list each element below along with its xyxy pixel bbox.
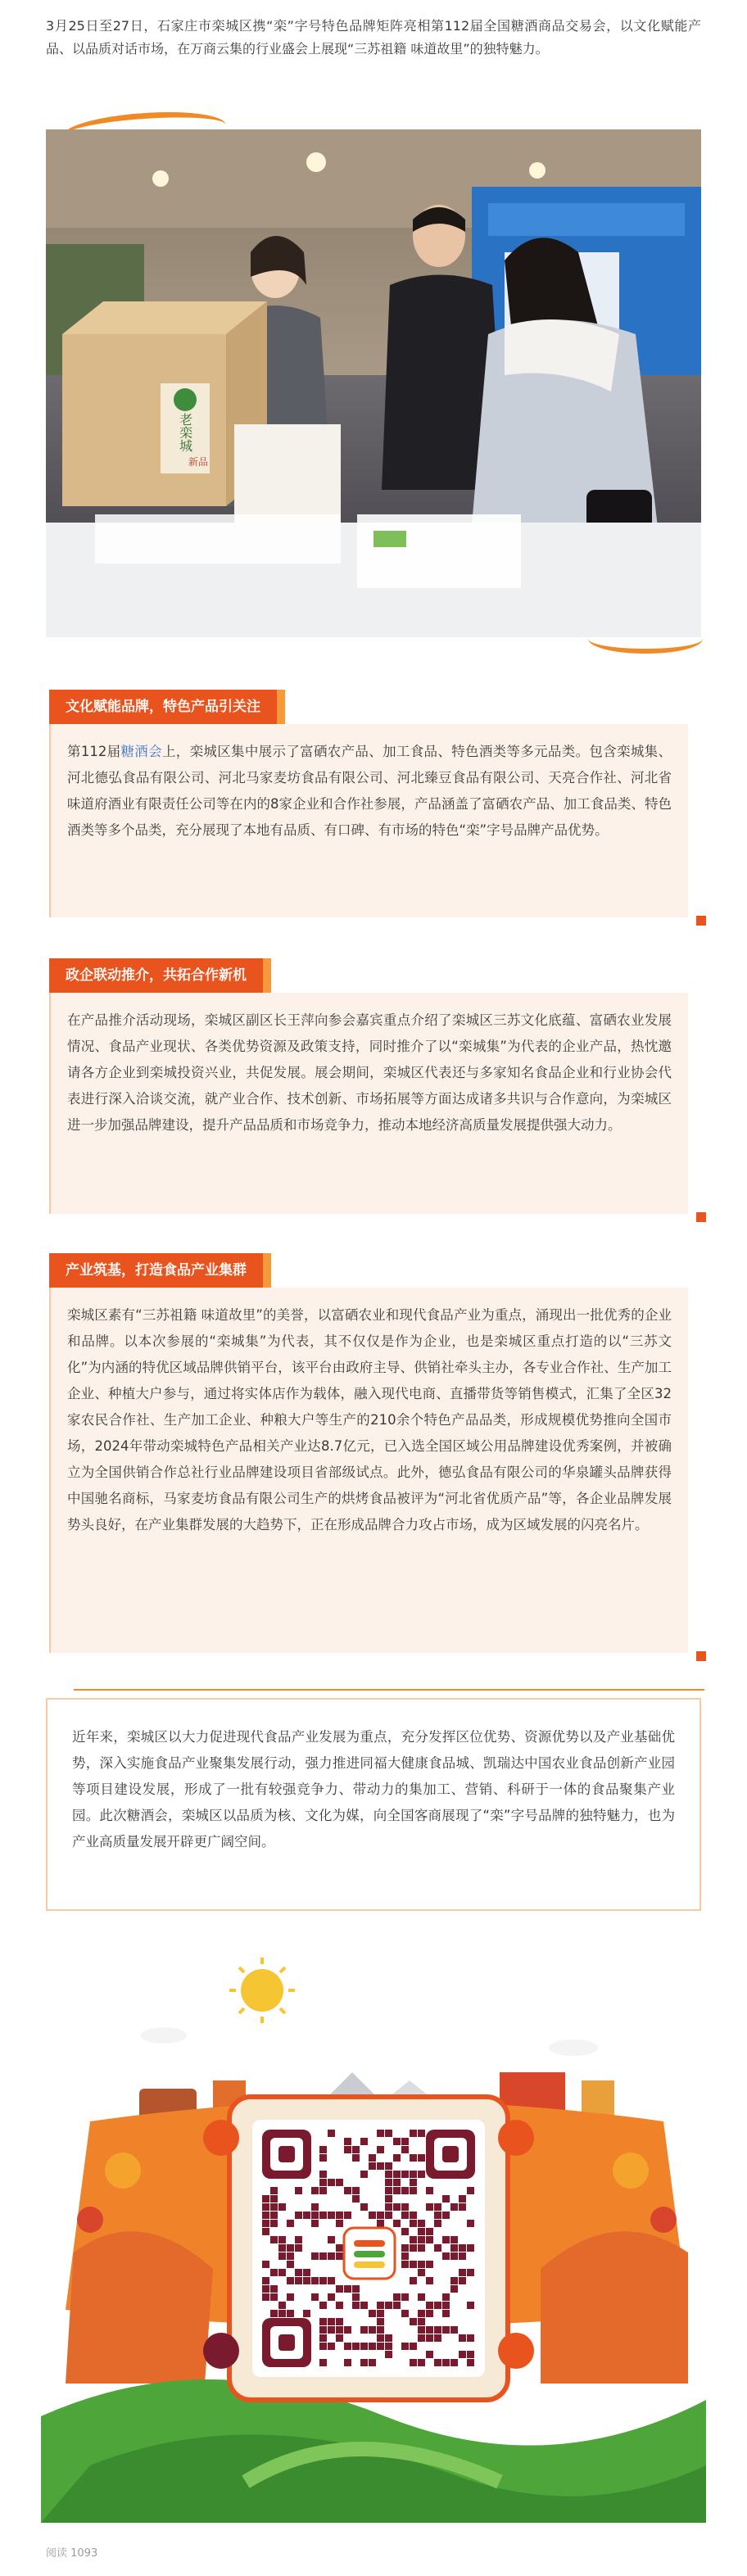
qr-module: [410, 2130, 417, 2137]
qr-module: [418, 2269, 425, 2276]
qr-module: [393, 2171, 401, 2178]
qr-module: [434, 2203, 441, 2211]
qr-module: [434, 2212, 441, 2219]
sun-icon: [229, 1958, 295, 2023]
qr-module: [270, 2187, 278, 2194]
qr-module: [278, 2244, 286, 2252]
qr-module: [278, 2310, 286, 2317]
qr-module: [410, 2236, 417, 2243]
qr-module: [385, 2162, 392, 2170]
section-body-culture-post: 上，栾城区集中展示了富硒农产品、加工食品、特色酒类等多元品类。包含栾城集、河北德弘食品有限公司、河北马家麦坊食品有限公司、河北臻豆食品有限公司、天亮合作社、河北省味道府酒业有限责任公司等在内的8家企业和合作社参展，产品涵盖了富硒农产品、加工食品类、特色酒类等多个品类，充分展现了本地有品质、有口碑、有市场的特色“栾”字号品牌产品优势。: [67, 744, 672, 838]
qr-module: [319, 2302, 327, 2309]
qr-module: [426, 2236, 433, 2243]
qr-module: [360, 2343, 368, 2350]
qr-module: [442, 2326, 450, 2334]
qr-module: [450, 2203, 458, 2211]
qr-module: [344, 2146, 351, 2153]
qr-module: [385, 2187, 392, 2194]
qr-module: [262, 2277, 269, 2284]
qr-module: [401, 2212, 409, 2219]
qr-module: [401, 2171, 409, 2178]
qr-module: [278, 2269, 286, 2276]
qr-module: [377, 2212, 384, 2219]
qr-module: [360, 2203, 368, 2211]
exhibition-photo-frame: [46, 113, 711, 654]
qr-module: [369, 2326, 376, 2334]
qr-module: [418, 2220, 425, 2227]
qr-module: [410, 2187, 417, 2194]
qr-module: [459, 2195, 466, 2203]
qr-module: [328, 2343, 335, 2350]
qr-module: [295, 2277, 302, 2284]
corner-mark: [696, 1651, 706, 1661]
qr-module: [442, 2302, 450, 2309]
qr-module: [401, 2228, 409, 2235]
qr-module: [360, 2302, 368, 2309]
qr-module: [270, 2293, 278, 2301]
qr-module: [434, 2359, 441, 2366]
qr-module: [418, 2318, 425, 2325]
qr-module: [278, 2252, 286, 2260]
qr-module: [410, 2154, 417, 2162]
closing-paragraph: 近年来，栾城区以大力促进现代食品产业发展为重点，充分发挥区位优势、资源优势以及产业基础优势，深入实施食品产业聚集发展行动，强力推进同福大健康食品城、凯瑞达中国农业食品创新产业园等项目建设发展，形成了一批有较强竞争力、带动力的集加工、营销、科研于一体的食品聚集产业园。此次糖酒会，栾城区以品质为核、文化为媒，向全国客商展现了“栾”字号品牌的独特魅力，也为产业高质量发展开辟更广阔空间。: [46, 1698, 701, 1911]
section-body-culture-pre: 第112届: [67, 744, 121, 759]
qr-module: [385, 2343, 392, 2350]
qr-module: [377, 2302, 384, 2309]
qr-module: [319, 2171, 327, 2178]
qr-module: [442, 2195, 450, 2203]
qr-module: [377, 2162, 384, 2170]
qr-module: [328, 2179, 335, 2186]
qr-module: [295, 2212, 302, 2219]
qr-module: [336, 2334, 343, 2342]
product-box-label: 老栾城: [177, 413, 193, 452]
qr-module: [418, 2130, 425, 2137]
qr-module: [434, 2220, 441, 2227]
qr-module: [467, 2334, 474, 2342]
qr-module: [385, 2171, 392, 2178]
qr-module: [319, 2326, 327, 2334]
qr-module: [262, 2228, 269, 2235]
qr-module: [319, 2343, 327, 2350]
qr-module: [401, 2343, 409, 2350]
qr-module: [311, 2252, 319, 2260]
qr-module: [426, 2310, 433, 2317]
qr-module: [311, 2293, 319, 2301]
qr-module: [303, 2310, 310, 2317]
qr-module: [377, 2310, 384, 2317]
qr-module: [311, 2220, 319, 2227]
qr-module: [418, 2310, 425, 2317]
qr-module: [319, 2359, 327, 2366]
qr-module: [418, 2228, 425, 2235]
qr-module: [369, 2212, 376, 2219]
qr-module: [426, 2228, 433, 2235]
qr-module: [418, 2261, 425, 2268]
qr-module: [262, 2203, 269, 2211]
qr-module: [467, 2244, 474, 2252]
qr-module: [450, 2252, 458, 2260]
qr-module: [410, 2318, 417, 2325]
qr-module: [360, 2326, 368, 2334]
qr-module: [295, 2244, 302, 2252]
qr-module: [270, 2310, 278, 2317]
qr-module: [450, 2244, 458, 2252]
exhibition-photo: [46, 129, 701, 637]
qr-module: [328, 2130, 335, 2137]
qr-module: [385, 2130, 392, 2137]
qr-module: [303, 2269, 310, 2276]
qr-module: [418, 2293, 425, 2301]
qr-module: [434, 2302, 441, 2309]
qr-module: [270, 2203, 278, 2211]
qr-module: [270, 2212, 278, 2219]
qr-module: [303, 2277, 310, 2284]
qr-module: [467, 2359, 474, 2366]
qr-module: [418, 2334, 425, 2342]
qr-module: [434, 2334, 441, 2342]
qr-module: [459, 2269, 466, 2276]
qr-module: [311, 2277, 319, 2284]
qr-module: [352, 2195, 360, 2203]
qr-module: [442, 2252, 450, 2260]
qr-module: [262, 2195, 269, 2203]
qr-module: [410, 2244, 417, 2252]
qr-module: [377, 2334, 384, 2342]
qr-module: [393, 2220, 401, 2227]
qr-module: [344, 2359, 351, 2366]
qr-module: [336, 2244, 343, 2252]
qr-module: [311, 2212, 319, 2219]
qr-module: [319, 2146, 327, 2153]
qr-module: [393, 2154, 401, 2162]
qr-module: [401, 2310, 409, 2317]
qr-module: [418, 2359, 425, 2366]
qr-module: [377, 2130, 384, 2137]
decor-arc-bottom: [588, 624, 703, 654]
qr-module: [319, 2277, 327, 2284]
qr-module: [426, 2351, 433, 2358]
qr-module: [459, 2244, 466, 2252]
qr-module: [393, 2302, 401, 2309]
qr-module: [369, 2154, 376, 2162]
qr-module: [426, 2277, 433, 2284]
qr-module: [385, 2334, 392, 2342]
qr-module: [459, 2252, 466, 2260]
qr-module: [336, 2318, 343, 2325]
qr-module: [369, 2359, 376, 2366]
section-title-culture: 文化赋能品牌，特色产品引关注: [49, 690, 277, 724]
qr-module: [328, 2252, 335, 2260]
qr-module: [262, 2212, 269, 2219]
qr-module: [295, 2187, 302, 2194]
qr-module: [278, 2302, 286, 2309]
qr-module: [352, 2187, 360, 2194]
qr-module: [344, 2138, 351, 2145]
qr-module: [418, 2236, 425, 2243]
qr-module: [336, 2212, 343, 2219]
qr-module: [262, 2285, 269, 2293]
qr-module: [410, 2277, 417, 2284]
qr-module: [336, 2285, 343, 2293]
qr-module: [328, 2326, 335, 2334]
corner-mark: [696, 1212, 706, 1222]
qr-module: [287, 2252, 294, 2260]
qr-module: [344, 2326, 351, 2334]
qr-module: [287, 2261, 294, 2268]
qr-module: [450, 2277, 458, 2284]
qr-module: [287, 2310, 294, 2317]
qr-module: [360, 2171, 368, 2178]
qr-module: [450, 2359, 458, 2366]
qr-module: [377, 2220, 384, 2227]
qr-module: [336, 2220, 343, 2227]
qr-module: [418, 2171, 425, 2178]
intro-paragraph: 3月25日至27日，石家庄市栾城区携“栾”字号特色品牌矩阵亮相第112届全国糖酒商品交易会，以文化赋能产品、以品质对话市场，在万商云集的行业盛会上展现“三苏祖籍 味道故里”的独特魅力。: [46, 18, 701, 57]
qr-module: [270, 2236, 278, 2243]
qr-module: [467, 2187, 474, 2194]
qr-module: [410, 2179, 417, 2186]
qr-module: [352, 2343, 360, 2350]
qr-module: [328, 2293, 335, 2301]
qr-module: [410, 2220, 417, 2227]
qr-module: [401, 2138, 409, 2145]
qr-module: [262, 2261, 269, 2268]
qr-module: [393, 2187, 401, 2194]
section-title-promotion: 政企联动推介，共拓合作新机: [49, 958, 263, 993]
qr-module: [450, 2285, 458, 2293]
qr-module: [459, 2203, 466, 2211]
qr-module: [385, 2179, 392, 2186]
qr-module: [377, 2326, 384, 2334]
qr-module: [377, 2343, 384, 2350]
qr-module: [287, 2293, 294, 2301]
corner-mark: [696, 916, 706, 926]
qr-module: [442, 2359, 450, 2366]
qr-module: [336, 2326, 343, 2334]
qr-module: [262, 2220, 269, 2227]
qr-module: [295, 2236, 302, 2243]
qr-module: [287, 2277, 294, 2284]
qr-module: [319, 2212, 327, 2219]
qr-module: [311, 2203, 319, 2211]
qr-module: [442, 2293, 450, 2301]
qr-module: [352, 2154, 360, 2162]
qr-module: [319, 2318, 327, 2325]
qr-module: [410, 2171, 417, 2178]
qr-module: [385, 2351, 392, 2358]
qr-module: [426, 2261, 433, 2268]
link-tangjiuhui[interactable]: 糖酒会: [120, 744, 162, 759]
qr-module: [410, 2343, 417, 2350]
qr-module: [319, 2252, 327, 2260]
qr-module: [319, 2187, 327, 2194]
qr-module: [426, 2326, 433, 2334]
qr-module: [393, 2179, 401, 2186]
qr-module: [336, 2302, 343, 2309]
qr-module: [287, 2244, 294, 2252]
qr-module: [442, 2212, 450, 2219]
qr-module: [401, 2203, 409, 2211]
qr-module: [319, 2179, 327, 2186]
qr-module: [319, 2154, 327, 2162]
qr-module: [418, 2154, 425, 2162]
qr-module: [385, 2302, 392, 2309]
qr-module: [401, 2244, 409, 2252]
qr-module: [369, 2162, 376, 2170]
qr-module: [450, 2236, 458, 2243]
qr-module: [410, 2359, 417, 2366]
section-body-industry: 栾城区素有“三苏祖籍 味道故里”的美誉，以富硒农业和现代食品产业为重点，涌现出一批优秀的企业和品牌。以本次参展的“栾城集”为代表，其不仅仅是作为企业，也是栾城区重点打造的以“三苏文化”为内涵的特优区域品牌供销平台，该平台由政府主导、供销社牵头主办，各专业合作社、生产加工企业、种植大户参与，通过将实体店作为载体，融入现代电商、直播带货等销售模式，汇集了全区32家农民合作社、生产加工企业、种粮大户等生产的210余个特色产品品类，形成规模优势推向全国市场，2024年带动栾城特色产品相关产业达8.7亿元，已入选全国区域公用品牌建设优秀案例，并被确立为全国供销合作总社行业品牌建设项目省部级试点。此外，德弘食品有限公司的华泉罐头品牌获得中国驰名商标，马家麦坊食品有限公司生产的烘烤食品被评为“河北省优质产品”等，各企业品牌发展势头良好，在产业集群发展的大趋势下，正在形成品牌合力攻占市场，成为区域发展的闪亮名片。: [49, 1288, 688, 1653]
qr-module: [401, 2187, 409, 2194]
qr-module: [360, 2138, 368, 2145]
qr-module: [369, 2310, 376, 2317]
qr-module: [295, 2269, 302, 2276]
qr-module: [467, 2269, 474, 2276]
qr-module: [393, 2293, 401, 2301]
qr-module: [287, 2220, 294, 2227]
qr-module: [459, 2351, 466, 2358]
qr-module: [303, 2212, 310, 2219]
qr-module: [319, 2334, 327, 2342]
qr-module: [385, 2212, 392, 2219]
qr-module: [377, 2318, 384, 2325]
qr-module: [410, 2261, 417, 2268]
qr-module: [270, 2285, 278, 2293]
qr-module: [385, 2195, 392, 2203]
qr-module: [401, 2252, 409, 2260]
qr-module: [426, 2203, 433, 2211]
qr-module: [262, 2293, 269, 2301]
qr-module: [442, 2310, 450, 2317]
qr-module: [352, 2302, 360, 2309]
qr-module: [369, 2343, 376, 2350]
qr-module: [360, 2359, 368, 2366]
qr-module: [393, 2203, 401, 2211]
read-count: 阅读 1093: [46, 2547, 98, 2560]
qr-module: [467, 2351, 474, 2358]
qr-module: [426, 2302, 433, 2309]
qr-module: [328, 2277, 335, 2284]
qr-module: [401, 2261, 409, 2268]
qr-module: [377, 2146, 384, 2153]
qr-module: [434, 2244, 441, 2252]
qr-module: [459, 2277, 466, 2284]
qr-module: [344, 2212, 351, 2219]
qr-module: [410, 2212, 417, 2219]
qr-module: [401, 2146, 409, 2153]
qr-poster: [41, 1958, 706, 2523]
qr-module: [385, 2203, 392, 2211]
qr-module: [278, 2203, 286, 2211]
qr-module: [393, 2138, 401, 2145]
qr-module: [270, 2269, 278, 2276]
qr-module: [352, 2146, 360, 2153]
qr-module: [426, 2334, 433, 2342]
qr-module: [328, 2212, 335, 2219]
qr-module: [336, 2179, 343, 2186]
qr-code[interactable]: [229, 2097, 508, 2400]
section-body-culture: [49, 724, 688, 917]
qr-module: [418, 2326, 425, 2334]
qr-module: [270, 2220, 278, 2227]
qr-module: [434, 2326, 441, 2334]
qr-module: [418, 2244, 425, 2252]
qr-module: [459, 2334, 466, 2342]
qr-module: [344, 2187, 351, 2194]
qr-module: [336, 2252, 343, 2260]
product-box-sublabel: 新品: [188, 456, 209, 468]
section-title-industry: 产业筑基，打造食品产业集群: [49, 1253, 263, 1288]
qr-module: [467, 2302, 474, 2309]
qr-module: [467, 2220, 474, 2227]
section-body-promotion: 在产品推介活动现场，栾城区副区长王萍向参会嘉宾重点介绍了栾城区三苏文化底蕴、富硒农业发展情况、食品产业现状、各类优势资源及政策支持，同时推介了以“栾城集”为代表的企业产品，热忱邀请各方企业到栾城投资兴业，共促发展。展会期间，栾城区代表还与多家知名食品企业和行业协会代表进行深入洽谈交流，就产业合作、技术创新、市场拓展等方面达成诸多共识与合作意向，为栾城区进一步加强品牌建设，提升产品品质和市场竞争力，推动本地经济高质量发展提供强大动力。: [49, 993, 688, 1214]
qr-module: [344, 2285, 351, 2293]
qr-module: [278, 2236, 286, 2243]
qr-module: [270, 2195, 278, 2203]
qr-module: [328, 2236, 335, 2243]
qr-module: [401, 2293, 409, 2301]
qr-module: [344, 2343, 351, 2350]
qr-module: [311, 2187, 319, 2194]
qr-module: [442, 2236, 450, 2243]
qr-module: [352, 2285, 360, 2293]
qr-module: [426, 2187, 433, 2194]
qr-module: [328, 2318, 335, 2325]
qr-module: [352, 2293, 360, 2301]
qr-module: [450, 2326, 458, 2334]
